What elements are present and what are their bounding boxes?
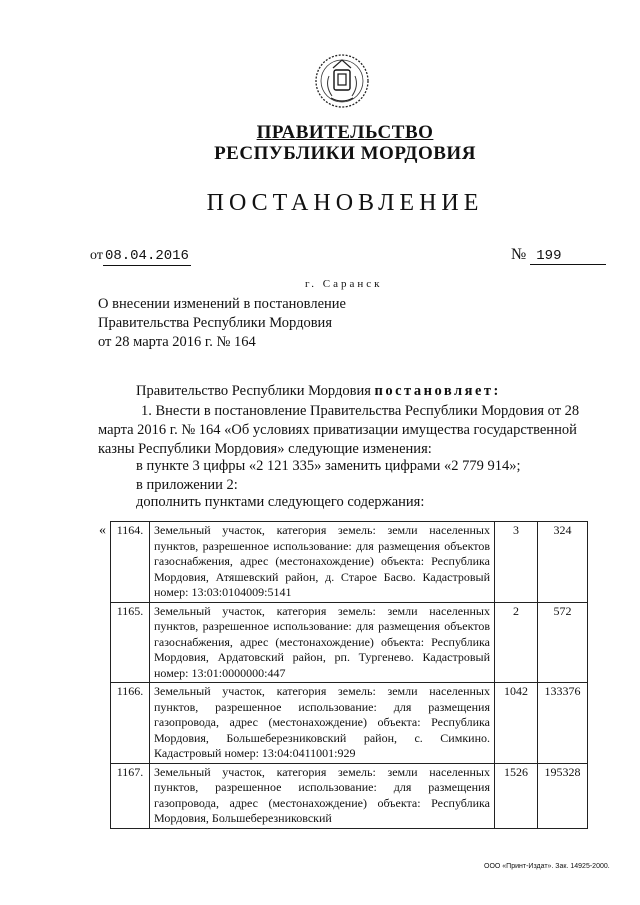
decree-date: [90, 248, 191, 264]
document-type: ПОСТАНОВЛЕНИЕ: [206, 190, 484, 216]
government-title: ПРАВИТЕЛЬСТВО: [256, 122, 434, 143]
table-row: [111, 683, 588, 764]
property-table: [110, 521, 588, 829]
table-row: [111, 522, 588, 603]
subject-line: от 28 марта 2016 г. № 164: [98, 334, 256, 350]
item-price: 324: [538, 522, 588, 603]
body-paragraph: в приложении 2:: [136, 477, 238, 493]
item-area: 1526: [495, 763, 538, 828]
item-description: Земельный участок, категория земель: земли населенных пунктов, разрешенное использование: для размещения газопровода, адрес (местонахождение) объекта: Республика Мордовия, Большеберезниковский район, с. Симкино. Кадастровый номер: 13:04:0411001:929: [150, 683, 495, 764]
subject-line: Правительства Республики Мордовия: [98, 315, 332, 331]
open-quote: «: [99, 523, 106, 538]
subject-line: О внесении изменений в постановление: [98, 296, 346, 312]
printer-imprint: ООО «Принт-Издат». Зак. 14925-2000.: [484, 863, 610, 870]
item-price: 133376: [538, 683, 588, 764]
date-value: 08.04.2016: [104, 248, 189, 264]
body-paragraph: 1. Внести в постановление Правительства Республики Мордовия от 28: [141, 403, 580, 419]
body-paragraph: дополнить пунктами следующего содержания:: [136, 494, 425, 510]
body-paragraph: марта 2016 г. № 164 «Об условиях приватизации имущества государственной: [98, 422, 577, 438]
resolving-keyword: постановляет:: [374, 383, 501, 399]
decree-number: [511, 246, 606, 265]
resolving-text: Правительство Республики Мордовия: [136, 383, 375, 399]
item-price: 195328: [538, 763, 588, 828]
number-value: 199: [530, 248, 606, 265]
item-price: 572: [538, 602, 588, 683]
item-description: Земельный участок, категория земель: земли населенных пунктов, разрешенное использование: для размещения объектов газоснабжения, адрес (местонахождение) объекта: Республика Мордовия, Атяшевский район, д. Старое Басво. Кадастровый номер: 13:03:0104009:5141: [150, 522, 495, 603]
item-number: 1166.: [111, 683, 150, 764]
body-paragraph: в пункте 3 цифры «2 121 335» заменить цифрами «2 779 914»;: [136, 458, 521, 474]
item-number: 1164.: [111, 522, 150, 603]
table-row: [111, 602, 588, 683]
number-prefix: №: [511, 246, 527, 263]
body-paragraph: казны Республики Мордовия» следующие изменения:: [98, 441, 432, 457]
date-prefix: от: [90, 248, 103, 263]
coat-of-arms-emblem: [311, 48, 373, 110]
item-number: 1167.: [111, 763, 150, 828]
item-description: Земельный участок, категория земель: земли населенных пунктов, разрешенное использование: для размещения объектов газоснабжения, адрес (местонахождение) объекта: Республика Мордовия, Ардатовский район, рп. Тургенево. Кадастровый номер: 13:01:0000000:447: [150, 602, 495, 683]
republic-title: РЕСПУБЛИКИ МОРДОВИЯ: [214, 143, 476, 164]
item-area: 1042: [495, 683, 538, 764]
item-description: Земельный участок, категория земель: земли населенных пунктов, разрешенное использование: для размещения газопровода, адрес (местонахождение) объекта: Республика Мордовия, Большеберезниковский: [150, 763, 495, 828]
item-number: 1165.: [111, 602, 150, 683]
item-area: 2: [495, 602, 538, 683]
item-area: 3: [495, 522, 538, 603]
table-row: [111, 763, 588, 828]
city-name: г. Саранск: [305, 278, 383, 290]
resolving-paragraph: [136, 383, 501, 400]
